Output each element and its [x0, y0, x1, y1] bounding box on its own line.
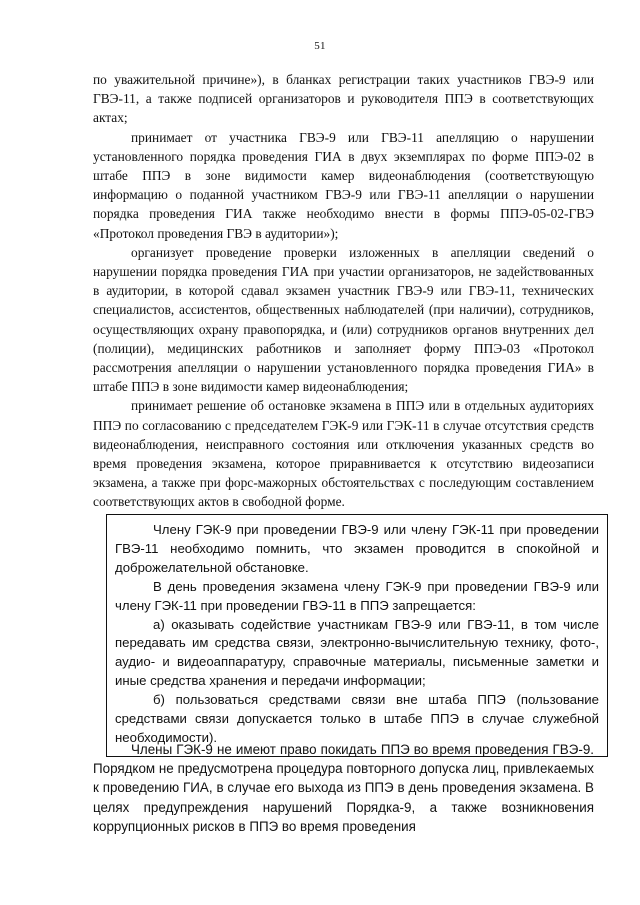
- notice-paragraph-prohibitions: В день проведения экзамена члену ГЭК-9 при проведении ГВЭ-9 или члену ГЭК-11 при проведении ГВЭ-11 в ППЭ запрещается:: [115, 578, 599, 613]
- paragraph-continuation: по уважительной причине»), в бланках регистрации таких участников ГВЭ-9 или ГВЭ-11, а также подписей организаторов и руководителя ППЭ в соответствующих актах;: [93, 72, 594, 126]
- paragraph-gek-members: Члены ГЭК-9 не имеют право покидать ППЭ во время проведения ГВЭ-9. Порядком не предусмотрена процедура повторного допуска лиц, привлекаемых к проведению ГИА, в случае его выхода из ППЭ в день проведения экзамена. В целях предупреждения нарушений Порядка-9, а также возникновения коррупционных рисков в ППЭ во время проведения: [93, 742, 594, 834]
- notice-box: [106, 514, 608, 757]
- notice-item-b: б) пользоваться средствами связи вне штаба ППЭ (пользование средствами связи допускается только в штабе ППЭ в случае служебной необходимости).: [115, 692, 599, 745]
- notice-paragraph-calm-atmosphere: Члену ГЭК-9 при проведении ГВЭ-9 или члену ГЭК-11 при проведении ГВЭ-11 необходимо помнить, что экзамен проводится в спокойной и доброжелательной обстановке.: [115, 522, 599, 575]
- notice-item-a: а) оказывать содействие участникам ГВЭ-9 или ГВЭ-11, в том числе передавать им средства связи, электронно-вычислительную технику, фото-, аудио- и видеоаппаратуру, справочные материалы, письменные заметки и иные средства хранения и передачи информации;: [115, 616, 599, 689]
- paragraph-exam-stop-decision: принимает решение об остановке экзамена в ППЭ или в отдельных аудиториях ППЭ по согласованию с председателем ГЭК-9 или ГЭК-11 в случае отсутствия средств видеонаблюдения, неисправного состояния или отключения указанных средств во время проведения экзамена, которое приравнивается к отсутствию видеозаписи экзамена, а также при форс-мажорных обстоятельствах с последующим составлением соответствующих актов в свободной форме.: [93, 398, 594, 510]
- bottom-text-section: [93, 740, 594, 836]
- paragraph-appeal-check: организует проведение проверки изложенных в апелляции сведений о нарушении порядка проведения ГИА при участии организаторов, не задействованных в аудитории, в которой сдавал экзамен участник ГВЭ-9 или ГВЭ-11, технических специалистов, ассистентов, общественных наблюдателей (при наличии), сотрудников, осуществляющих охрану правопорядка, и (или) сотрудников органов внутренних дел (полиции), медицинских работников и заполняет форму ППЭ-03 «Протокол рассмотрения апелляции о нарушении установленного порядка проведения ГИА» в штабе ППЭ в зоне видимости камер видеонаблюдения;: [93, 244, 594, 395]
- paragraph-appeal-intake: принимает от участника ГВЭ-9 или ГВЭ-11 апелляцию о нарушении установленного порядка проведения ГИА в двух экземплярах по форме ППЭ-02 в штабе ППЭ в зоне видимости камер видеонаблюдения (соответствующую информацию о поданной участником ГВЭ-9 или ГВЭ-11 апелляции о нарушении порядка проведения ГИА также необходимо внести в формы ППЭ-05-02-ГВЭ «Протокол проведения ГВЭ в аудитории»);: [93, 129, 594, 241]
- main-text-section: [93, 70, 594, 512]
- page-number: 51: [314, 40, 326, 52]
